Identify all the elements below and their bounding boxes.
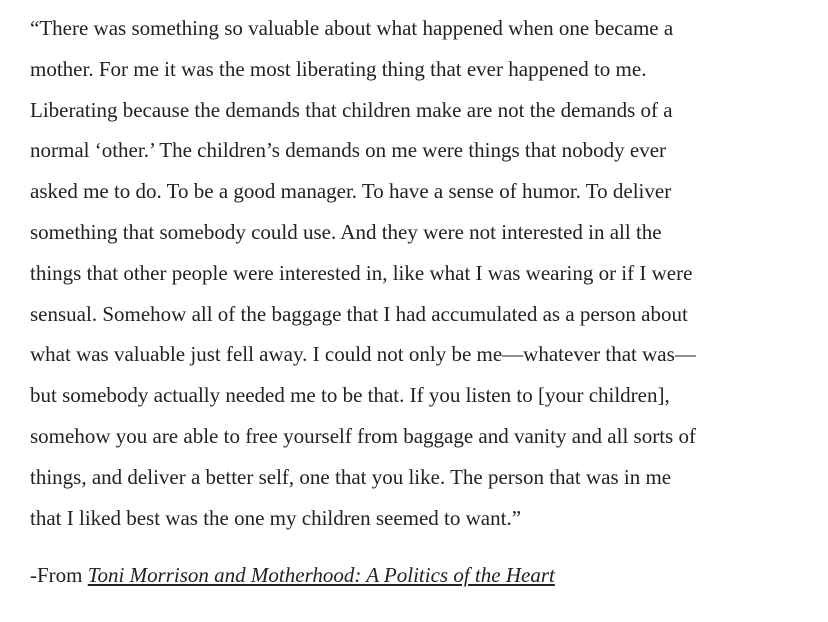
quote-line: somehow you are able to free yourself from baggage and vanity and all sorts of <box>30 423 696 448</box>
quote-line: sensual. Somehow all of the baggage that I had accumulated as a person about <box>30 301 688 326</box>
quote-block <box>30 8 820 538</box>
quote-line: normal ‘other.’ The children’s demands on me were things that nobody ever <box>30 138 667 163</box>
quote-line: mother. For me it was the most liberating thing that ever happened to me. <box>30 56 647 81</box>
quote-line: something that somebody could use. And they were not interested in all the <box>30 219 662 244</box>
book-title-link[interactable]: Toni Morrison and Motherhood: A Politics of the Heart <box>87 563 555 587</box>
attribution <box>30 555 555 595</box>
quote-line: asked me to do. To be a good manager. To have a sense of humor. To deliver <box>30 179 672 204</box>
quote-line: but somebody actually needed me to be that. If you listen to [your children], <box>30 383 670 408</box>
attribution-prefix: -From <box>30 563 88 587</box>
quote-line: what was valuable just fell away. I could not only be me—whatever that was— <box>30 342 696 367</box>
quote-line: “There was something so valuable about what happened when one became a <box>30 16 674 40</box>
quote-line: Liberating because the demands that children make are not the demands of a <box>30 97 673 122</box>
quote-line: things, and deliver a better self, one that you like. The person that was in me <box>30 464 672 489</box>
quote-line: that I liked best was the one my children seemed to want.” <box>30 505 522 530</box>
quote-line: things that other people were interested in, like what I was wearing or if I were <box>30 260 693 285</box>
